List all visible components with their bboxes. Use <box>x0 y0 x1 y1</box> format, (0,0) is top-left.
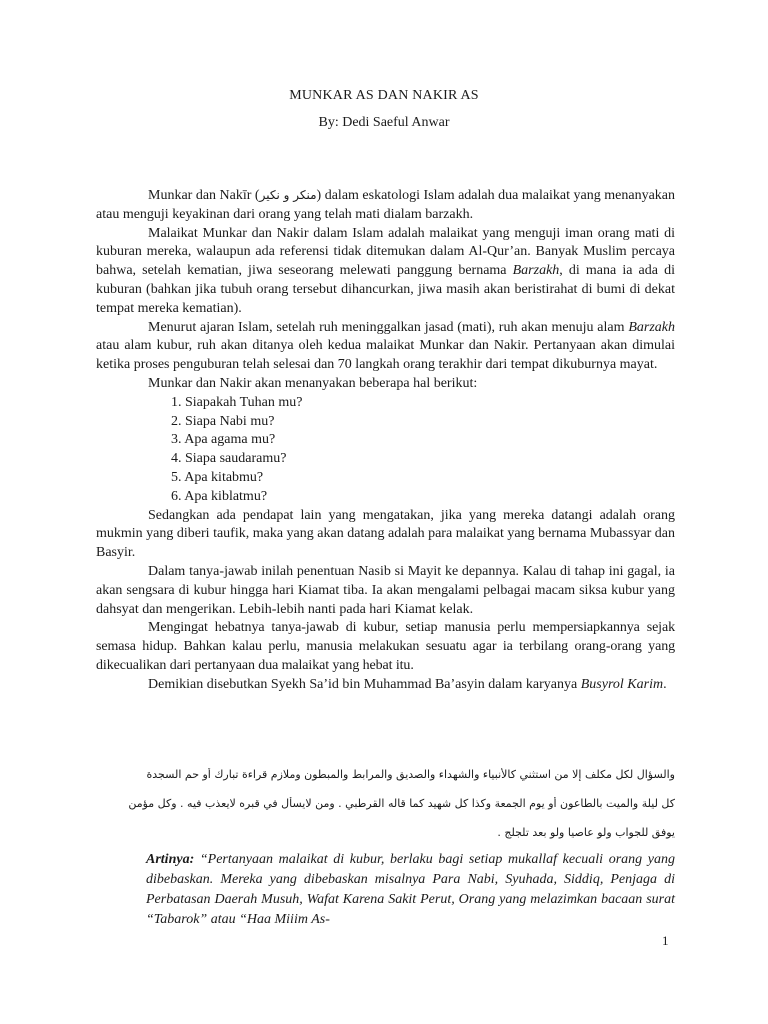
p3-text-b: atau alam kubur, ruh akan ditanya oleh kedua malaikat Munkar dan Nakir. Pertanyaan akan dimulai ketika proses penguburan telah selesai dan 70 langkah orang terakhir dari tempat dikuburnya mayat. <box>96 338 675 373</box>
question-list <box>96 394 675 507</box>
translation-block <box>146 850 675 930</box>
arabic-quote-line-3: يوفق للجواب ولو عاصيا ولو بعد تلجلج . <box>497 826 675 839</box>
p8-text-b: . <box>663 676 667 692</box>
p1-text-before: Munkar dan Nakīr ( <box>148 188 260 203</box>
list-item: 5. Apa kitabmu? <box>171 469 264 485</box>
author-byline: By: Dedi Saeful Anwar <box>318 115 450 130</box>
paragraph-5: Sedangkan ada pendapat lain yang mengatakan, jika yang mereka datangi adalah orang mukmin yang diberi taufik, maka yang akan datang adalah para malaikat yang bernama Mubassyar dan Basyir. <box>96 507 675 561</box>
p1-arabic-term: منكر و نكير <box>259 188 317 202</box>
document-title: MUNKAR AS DAN NAKIR AS <box>289 88 479 103</box>
p3-text-a: Menurut ajaran Islam, setelah ruh meninggalkan jasad (mati), ruh akan menuju alam <box>148 319 629 335</box>
translation-text: “Pertanyaan malaikat di kubur, berlaku bagi setiap mukallaf kecuali orang yang dibebaskan. Mereka yang dibebaskan misalnya Para Nabi, Syuhada, Siddiq, Penjaga di Perbatasan Daerah Musuh, Wafat Karena Sakit Perut, Orang yang melazimkan bacaan surat “Tabarok” atau “Haa Miiim As- <box>146 852 675 927</box>
list-item: 1. Siapakah Tuhan mu? <box>171 394 303 410</box>
p8-italic-book: Busyrol Karim <box>580 676 664 692</box>
paragraph-6: Dalam tanya-jawab inilah penentuan Nasib si Mayit ke depannya. Kalau di tahap ini gagal, ia akan sengsara di kubur hingga hari Kiamat tiba. Ia akan mengalami pelbagai macam siksa kubur yang dahsyat dan mengerikan. Lebih-lebih nanti pada hari Kiamat kelak. <box>96 563 675 617</box>
paragraph-2 <box>96 225 675 319</box>
document-body <box>96 186 675 695</box>
p3-italic-term: Barzakh <box>628 319 675 335</box>
translation-label: Artinya: <box>146 852 195 867</box>
paragraph-4: Munkar dan Nakir akan menanyakan beberapa hal berikut: <box>148 375 478 391</box>
paragraph-7: Mengingat hebatnya tanya-jawab di kubur, setiap manusia perlu mempersiapkannya sejak semasa hidup. Bahkan kalau perlu, manusia melakukan sesuatu agar ia terbilang orang-orang yang dikecualikan dari pertanyaan dua malaikat yang hebat itu. <box>96 620 675 673</box>
list-item: 3. Apa agama mu? <box>171 432 276 448</box>
list-item: 6. Apa kiblatmu? <box>171 488 268 504</box>
arabic-quote-line-2: كل ليلة والميت بالطاعون أو يوم الجمعة وكذا كل شهيد كما قاله القرطبي . ومن لايسأل في قبره لايعذب فيه . وكل مؤمن <box>128 797 675 810</box>
paragraph-8 <box>96 676 675 695</box>
p1-text-after: ) dalam eskatologi Islam adalah dua malaikat yang menanyakan atau menguji keyakinan dari orang yang telah mati dialam barzakh. <box>96 188 676 222</box>
list-item: 4. Siapa saudaramu? <box>171 451 287 467</box>
list-item: 2. Siapa Nabi mu? <box>171 413 275 429</box>
p2-text-a: Malaikat Munkar dan Nakir dalam Islam adalah malaikat yang menguji iman orang mati di kuburan mereka, walaupun ada referensi tidak ditemukan dalam Al-Qur’an. Banyak Muslim percaya bahwa, setelah kematian, jiwa seseorang melewati panggung bernama <box>96 225 675 279</box>
page-number: 1 <box>662 933 669 948</box>
paragraph-3 <box>96 319 675 375</box>
p8-text-a: Demikian disebutkan Syekh Sa’id bin Muhammad Ba’asyin dalam karyanya <box>148 676 581 692</box>
p2-text-b: , di mana ia ada di kuburan (bahkan jika tubuh orang tersebut dihancurkan, jiwa masih akan beristirahat di bumi di dekat tempat mereka kematian). <box>96 263 675 316</box>
paragraph-1 <box>96 186 675 225</box>
arabic-quote-line-1: والسؤال لكل مكلف إلا من استثني كالأنبياء والشهداء والصديق والمرابط والمبطون وملازم قراءة تبارك أو حم السجدة <box>146 768 675 781</box>
p2-italic-term: Barzakh <box>512 263 560 279</box>
